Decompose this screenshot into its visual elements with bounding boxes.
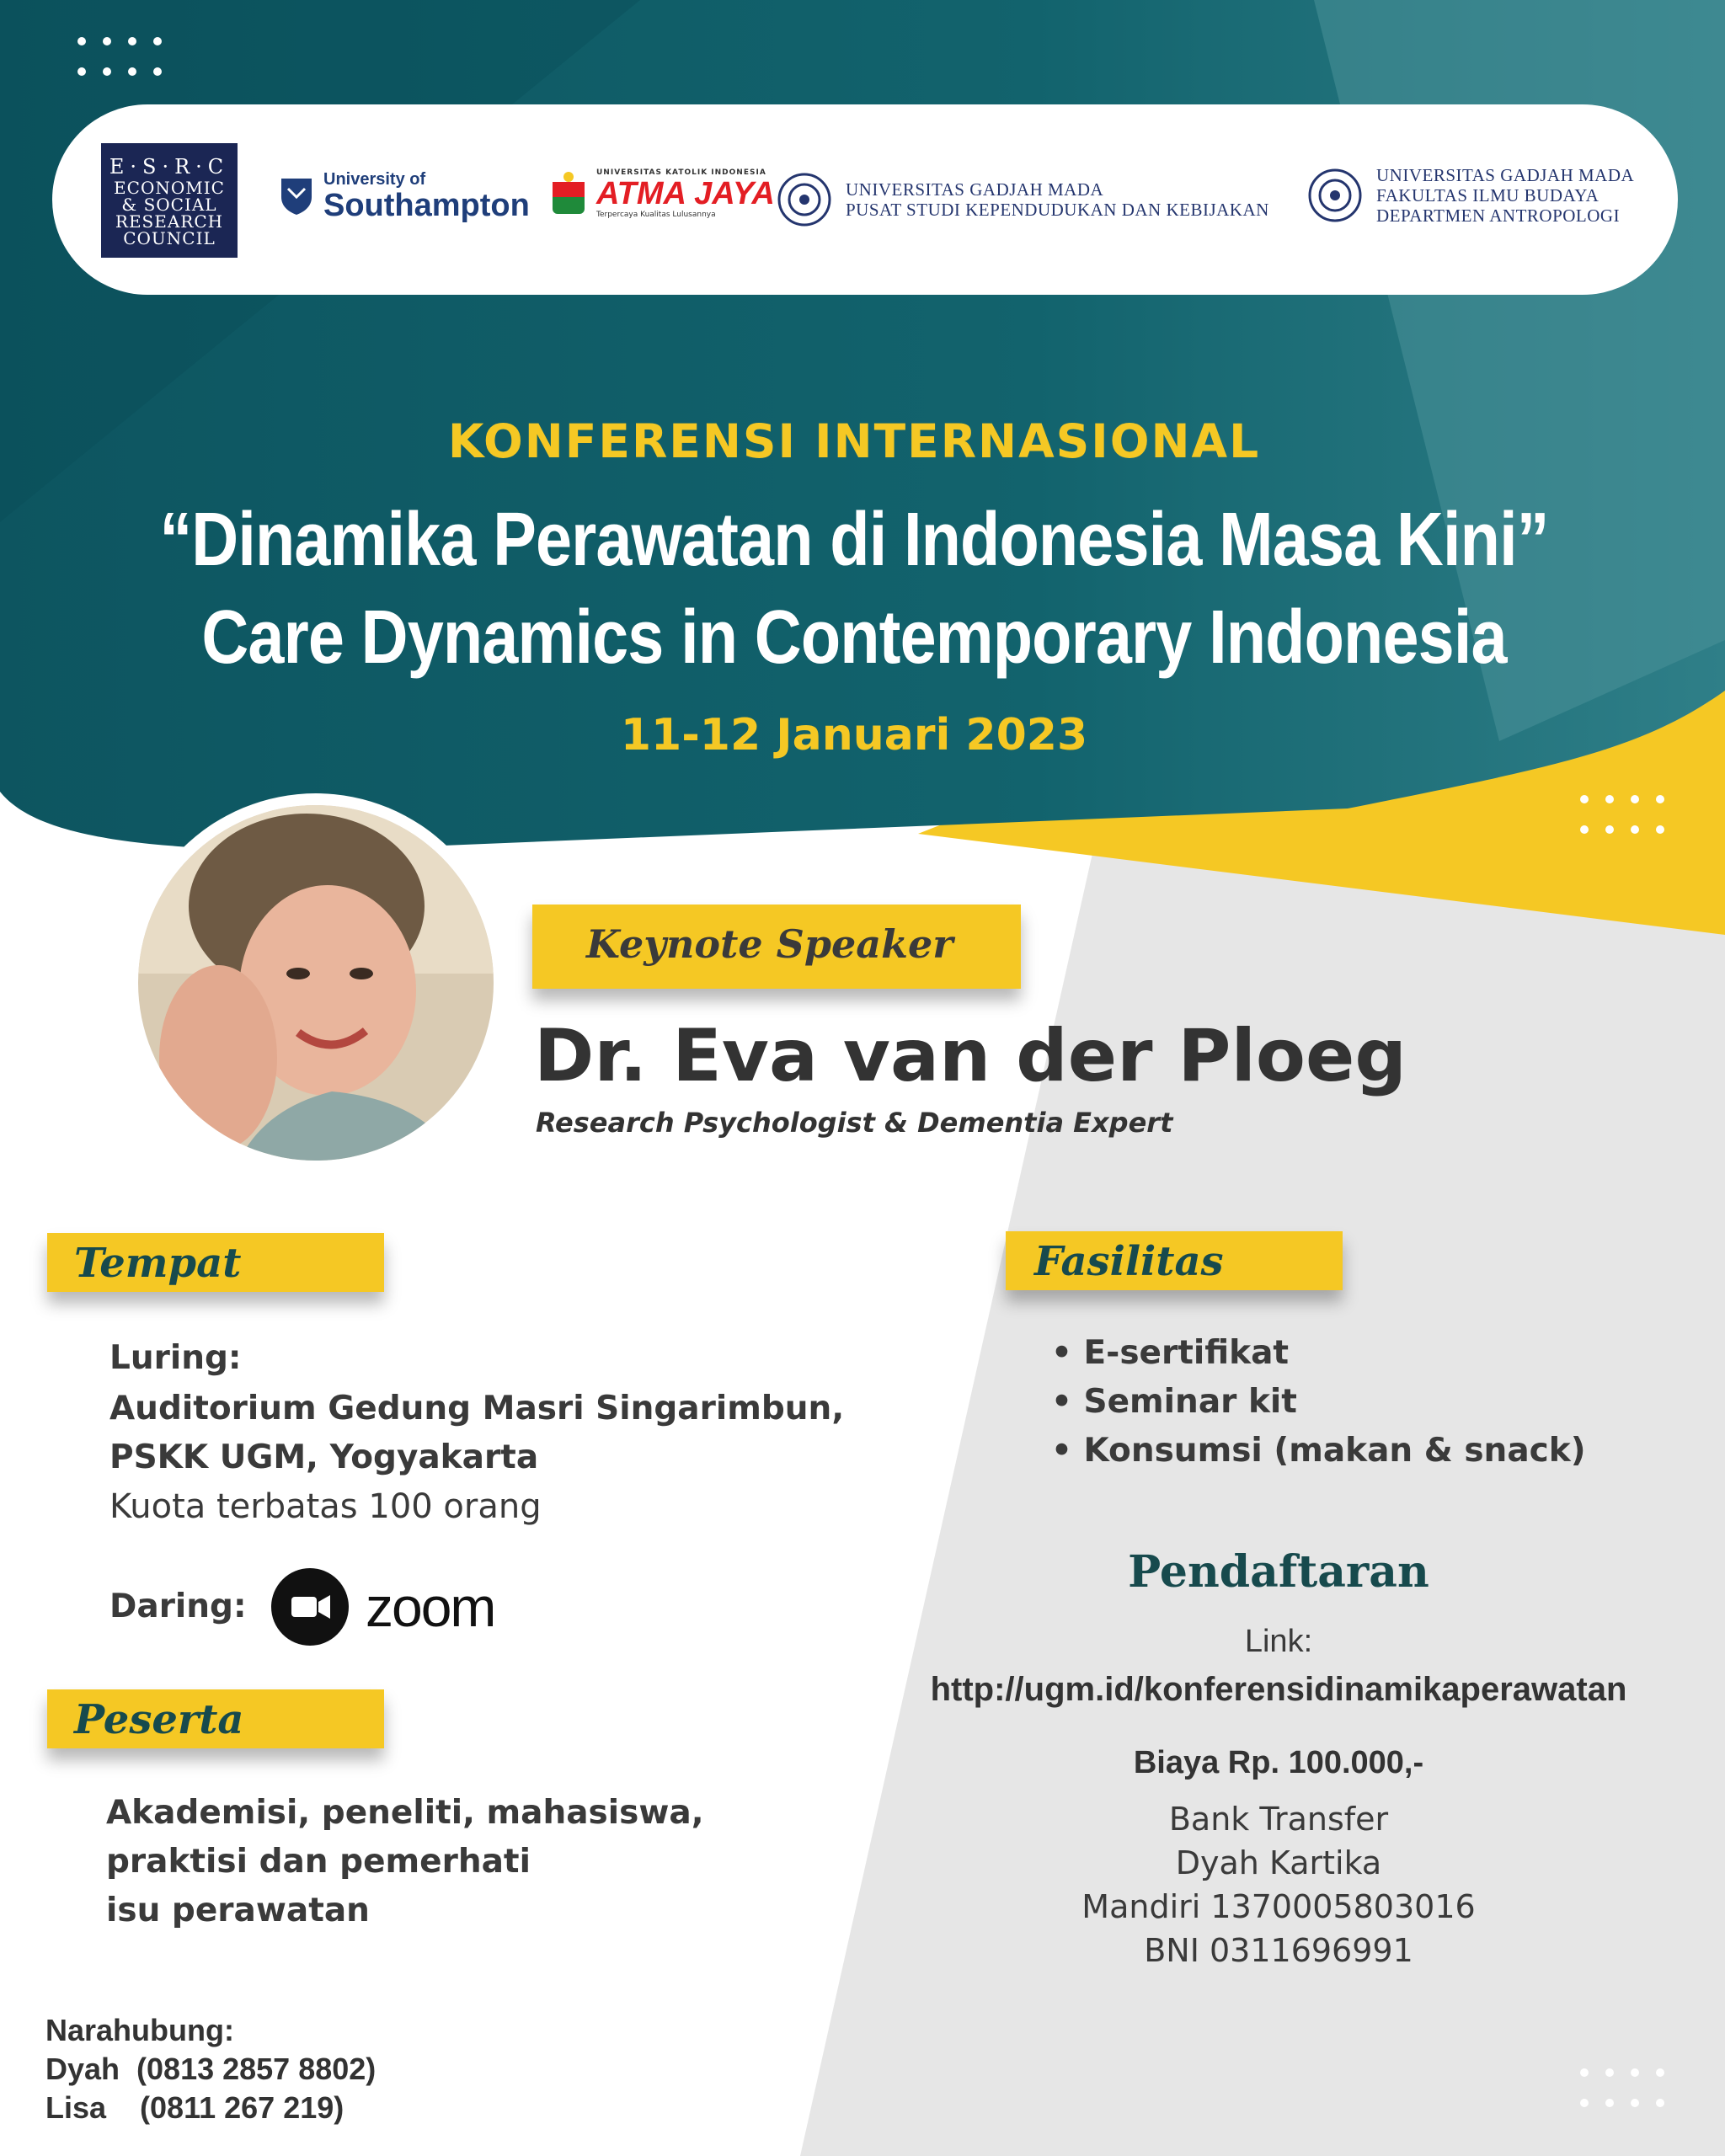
fasilitas-item: • Konsumsi (makan & snack) (1051, 1432, 1586, 1470)
esrc-logo: E·S·R·C ECONOMIC & SOCIAL RESEARCH COUNCIL (101, 143, 238, 258)
speaker-photo (126, 793, 505, 1172)
shield-icon (280, 177, 313, 216)
logo-bar (52, 104, 1678, 295)
daring-label: Daring: (109, 1588, 247, 1625)
portrait-image (138, 805, 494, 1161)
peserta-line1: Akademisi, peneliti, mahasiswa, (106, 1794, 704, 1832)
dots-bottom-right (1580, 2068, 1664, 2107)
ugm-emblem-icon (777, 172, 832, 227)
contact-person: Lisa (0811 267 219) (45, 2090, 344, 2125)
contact-person: Dyah (0813 2857 8802) (45, 2052, 377, 2086)
venue-line1: Auditorium Gedung Masri Singarimbun, (109, 1390, 845, 1428)
pendaftaran-heading: Pendaftaran (1128, 1546, 1429, 1598)
bank-line: Dyah Kartika (1175, 1844, 1382, 1881)
event-title-en: Care Dynamics in Contemporary Indonesia (201, 595, 1507, 680)
luring-label: Luring: (109, 1339, 242, 1377)
venue-line2: PSKK UGM, Yogyakarta (109, 1438, 539, 1476)
zoom-word: zoom (366, 1576, 495, 1638)
fasilitas-heading: Fasilitas (1034, 1238, 1224, 1285)
zoom-logo (271, 1568, 494, 1646)
tempat-tag (47, 1233, 384, 1292)
tempat-heading: Tempat (74, 1240, 242, 1287)
ugm-emblem-icon (1307, 168, 1363, 223)
crest-icon (549, 170, 588, 217)
peserta-heading: Peserta (74, 1696, 244, 1743)
ugm-fib-logo: UNIVERSITAS GADJAH MADA FAKULTAS ILMU BUDAYA DEPARTMEN ANTROPOLOGI (1307, 165, 1634, 226)
quota: Kuota terbatas 100 orang (109, 1487, 542, 1526)
event-label: KONFERENSI INTERNASIONAL (447, 414, 1261, 468)
contact-label: Narahubung: (45, 2013, 234, 2047)
bank-line: Bank Transfer (1168, 1801, 1389, 1838)
peserta-line2: praktisi dan pemerhati (106, 1843, 531, 1881)
speaker-name: Dr. Eva van der Ploeg (534, 1014, 1407, 1098)
fasilitas-item: • E-sertifikat (1051, 1334, 1290, 1372)
dots-mid-right (1580, 795, 1664, 834)
fee: Biaya Rp. 100.000,- (1133, 1745, 1424, 1780)
keynote-tag-label: Keynote Speaker (586, 921, 953, 967)
fasilitas-item: • Seminar kit (1051, 1383, 1297, 1421)
atma-jaya-logo: UNIVERSITAS KATOLIK INDONESIA ATMA JAYA Terpercaya Kualitas Lulusannya (549, 168, 775, 219)
fasilitas-tag (1006, 1231, 1343, 1290)
ugm-pskk-logo: UNIVERSITAS GADJAH MADA PUSAT STUDI KEPENDUDUKAN DAN KEBIJAKAN (777, 172, 1269, 227)
link-label: Link: (1244, 1624, 1313, 1659)
peserta-tag (47, 1689, 384, 1748)
bank-line: BNI 0311696991 (1144, 1932, 1413, 1969)
registration-link[interactable]: http://ugm.id/konferensidinamikaperawatan (930, 1671, 1627, 1708)
video-camera-icon (271, 1568, 349, 1646)
speaker-role: Research Psychologist & Dementia Expert (536, 1107, 1173, 1139)
bank-line: Mandiri 1370005803016 (1081, 1888, 1476, 1925)
dots-top-left (77, 37, 162, 76)
southampton-logo: University of Southampton (280, 170, 530, 222)
keynote-tag (532, 905, 1021, 989)
event-title-id: “Dinamika Perawatan di Indonesia Masa Kini” (159, 498, 1549, 582)
peserta-line3: isu perawatan (106, 1892, 370, 1929)
event-date: 11-12 Januari 2023 (620, 710, 1088, 760)
